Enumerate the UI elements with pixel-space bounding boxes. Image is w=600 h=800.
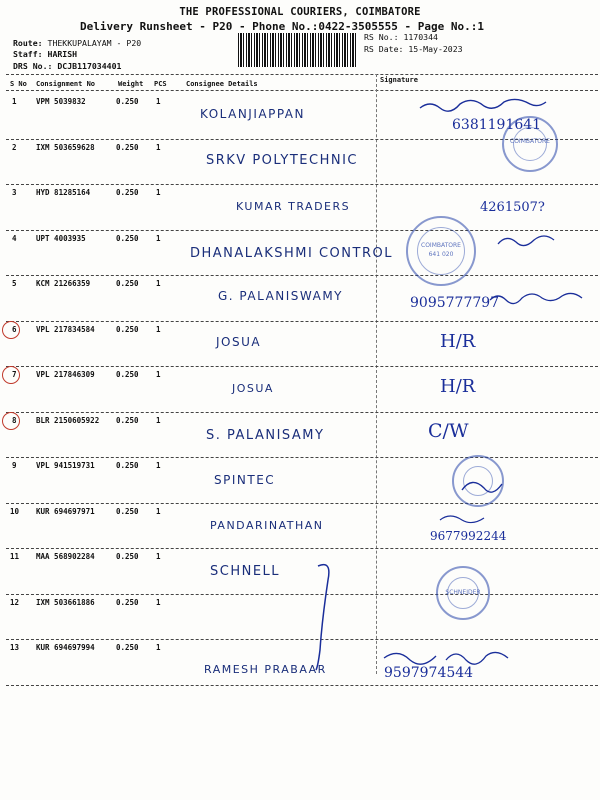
row-consignment-no: UPT 4003935	[36, 233, 86, 243]
row-pcs: 1	[156, 370, 161, 379]
row-signature: 4261507?	[480, 200, 545, 215]
row-signature: H/R	[440, 330, 476, 352]
rs-no-label: RS No.:	[364, 32, 399, 42]
row-signature: 9597974544	[384, 665, 474, 681]
row-consignee: JOSUA	[232, 382, 274, 395]
row-pcs: 1	[156, 97, 161, 106]
sig-scribble-5	[490, 293, 582, 303]
col-header-consignment: Consignment No	[36, 80, 96, 88]
row-sno: 10	[10, 506, 20, 516]
row-sno: 3	[12, 188, 17, 197]
staff-value: HARISH	[47, 49, 78, 59]
row-weight: 0.250	[116, 279, 139, 288]
rs-date-value: 15-May-2023	[408, 44, 463, 54]
row-weight: 0.250	[116, 324, 139, 334]
sig-scribble-11	[316, 565, 329, 670]
signature-tick	[190, 686, 260, 688]
row-pcs: 1	[156, 461, 161, 470]
row-consignment-no: BLR 2150605922	[36, 415, 100, 425]
row-sno: 8	[12, 415, 17, 425]
row-signature: H/R	[440, 376, 476, 397]
row-sno: 9	[12, 461, 17, 470]
company-seal-text-a: COIMBATORE	[421, 242, 461, 249]
col-header-weight: Weight	[118, 80, 144, 88]
page-subtitle: Delivery Runsheet - P20 - Phone No.:0422-3505555 - Page No.:1	[80, 20, 484, 33]
row-consignee: S. PALANISAMY	[206, 427, 325, 443]
drs-label: DRS No.:	[13, 61, 53, 71]
row-sno: 5	[12, 279, 17, 288]
row-consignee: JOSUA	[216, 334, 262, 349]
row-pcs: 1	[156, 142, 161, 152]
row-sno: 12	[10, 597, 20, 607]
col-header-consignee: Consignee Details	[186, 80, 258, 88]
row-sno: 2	[12, 142, 17, 152]
page-title: THE PROFESSIONAL COURIERS, COIMBATORE	[179, 6, 421, 18]
row-consignment-no: IXM 503661886	[36, 597, 95, 607]
row-pcs: 1	[156, 597, 161, 607]
row-consignment-no: KUR 694697994	[36, 643, 95, 652]
schneider-seal-text: SCHNEIDER	[445, 589, 481, 596]
row-weight: 0.250	[116, 506, 139, 516]
row-signature: 6381191641	[452, 117, 542, 133]
row-weight: 0.250	[116, 415, 139, 425]
rs-no-value: 1170344	[403, 32, 438, 42]
sig-scribble-1	[420, 99, 546, 111]
row-consignee: SRKV POLYTECHNIC	[206, 152, 359, 168]
route-value: THEKKUPALAYAM - P20	[47, 38, 142, 48]
row-consignment-no: IXM 503659628	[36, 142, 95, 152]
sig-scribble-9	[462, 482, 502, 492]
row-pcs: 1	[156, 279, 161, 288]
row-weight: 0.250	[116, 461, 139, 470]
row-signature: 9677992244	[430, 528, 507, 543]
row-sno: 13	[10, 643, 20, 652]
row-consignment-no: MAA 568902284	[36, 552, 95, 561]
rs-date-label: RS Date:	[364, 44, 404, 54]
row-sno: 1	[12, 97, 17, 106]
row-consignment-no: VPL 217846309	[36, 370, 95, 379]
row-consignee: G. PALANISWAMY	[218, 289, 344, 303]
row-pcs: 1	[156, 643, 161, 652]
row-sno: 6	[12, 324, 17, 334]
sig-scribble-4	[498, 236, 554, 246]
row-consignment-no: VPL 941519731	[36, 461, 95, 470]
row-pcs: 1	[156, 506, 161, 516]
row-sno: 11	[10, 552, 20, 561]
row-consignment-no: KCM 21266359	[36, 279, 91, 288]
sig-scribble-10	[440, 516, 484, 523]
drs-value: DCJB117034401	[57, 61, 122, 71]
row-sno: 7	[12, 370, 17, 379]
row-consignee: DHANALAKSHMI CONTROL	[190, 245, 393, 261]
row-weight: 0.250	[116, 97, 139, 106]
row-weight: 0.250	[116, 552, 139, 561]
route-label: Route:	[13, 38, 43, 48]
row-pcs: 1	[156, 552, 161, 561]
row-weight: 0.250	[116, 142, 139, 152]
row-weight: 0.250	[116, 188, 139, 197]
row-signature: C/W	[428, 419, 469, 442]
row-weight: 0.250	[116, 233, 139, 243]
row-sno: 4	[12, 233, 17, 243]
row-signature: 9095777797	[410, 295, 500, 311]
row-weight: 0.250	[116, 643, 139, 652]
row-pcs: 1	[156, 233, 161, 243]
row-weight: 0.250	[116, 370, 139, 379]
row-pcs: 1	[156, 415, 161, 425]
row-consignment-no: VPM 5039832	[36, 97, 86, 106]
row-consignee: PANDARINATHAN	[210, 518, 324, 532]
row-pcs: 1	[156, 188, 161, 197]
row-consignment-no: HYD 81285164	[36, 188, 91, 197]
row-pcs: 1	[156, 324, 161, 334]
row-consignee: SPINTEC	[214, 473, 276, 487]
row-consignee: RAMESH PRABAAR	[204, 663, 327, 676]
col-header-pcs: PCS	[154, 80, 167, 88]
row-consignment-no: VPL 217834584	[36, 324, 95, 334]
row-consignee: KUMAR TRADERS	[236, 200, 351, 213]
company-seal-text-b: 641 020	[428, 251, 454, 258]
courier-stamp-text: COIMBATORE	[510, 138, 550, 145]
row-consignee: SCHNELL	[210, 564, 281, 579]
row-consignee: KOLANJIAPPAN	[200, 107, 305, 121]
col-header-sno: S No	[10, 80, 27, 88]
col-header-signature: Signature	[380, 76, 418, 84]
row-consignment-no: KUR 694697971	[36, 506, 95, 516]
staff-label: Staff:	[13, 49, 43, 59]
row-weight: 0.250	[116, 597, 139, 607]
sig-scribble-13	[384, 652, 508, 664]
